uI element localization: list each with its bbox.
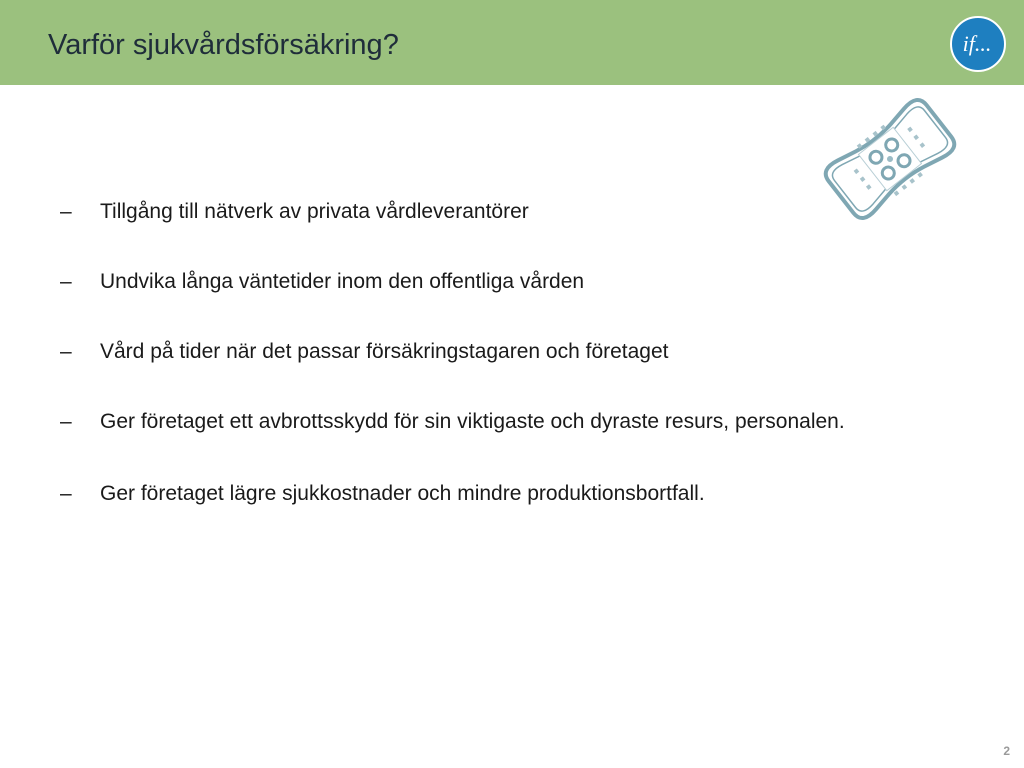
page-number: 2 — [1003, 744, 1010, 758]
svg-text:if...: if... — [962, 31, 992, 56]
bullet-text: Undvika långa väntetider inom den offentliga vården — [100, 270, 585, 293]
bullet-item — [60, 478, 960, 510]
bullet-marker: – — [60, 200, 72, 223]
bullet-item — [60, 266, 960, 298]
bullet-marker: – — [60, 340, 72, 363]
slide-title: Varför sjukvårdsförsäkring? — [48, 29, 399, 61]
bullet-text: Vård på tider när det passar försäkringstagaren och företaget — [100, 340, 669, 363]
bullet-item — [60, 406, 960, 438]
bullet-marker: – — [60, 270, 72, 293]
if-logo — [947, 16, 1009, 72]
bullet-text: Ger företaget lägre sjukkostnader och mindre produktionsbortfall. — [100, 482, 705, 505]
bullet-text: Ger företaget ett avbrottsskydd för sin viktigaste och dyraste resurs, personalen. — [100, 410, 845, 433]
bullet-list — [60, 196, 960, 548]
bullet-item — [60, 196, 960, 228]
bullet-marker: – — [60, 410, 72, 433]
bullet-text: Tillgång till nätverk av privata vårdleverantörer — [100, 200, 529, 223]
bullet-marker: – — [60, 482, 72, 505]
bullet-item — [60, 336, 960, 368]
